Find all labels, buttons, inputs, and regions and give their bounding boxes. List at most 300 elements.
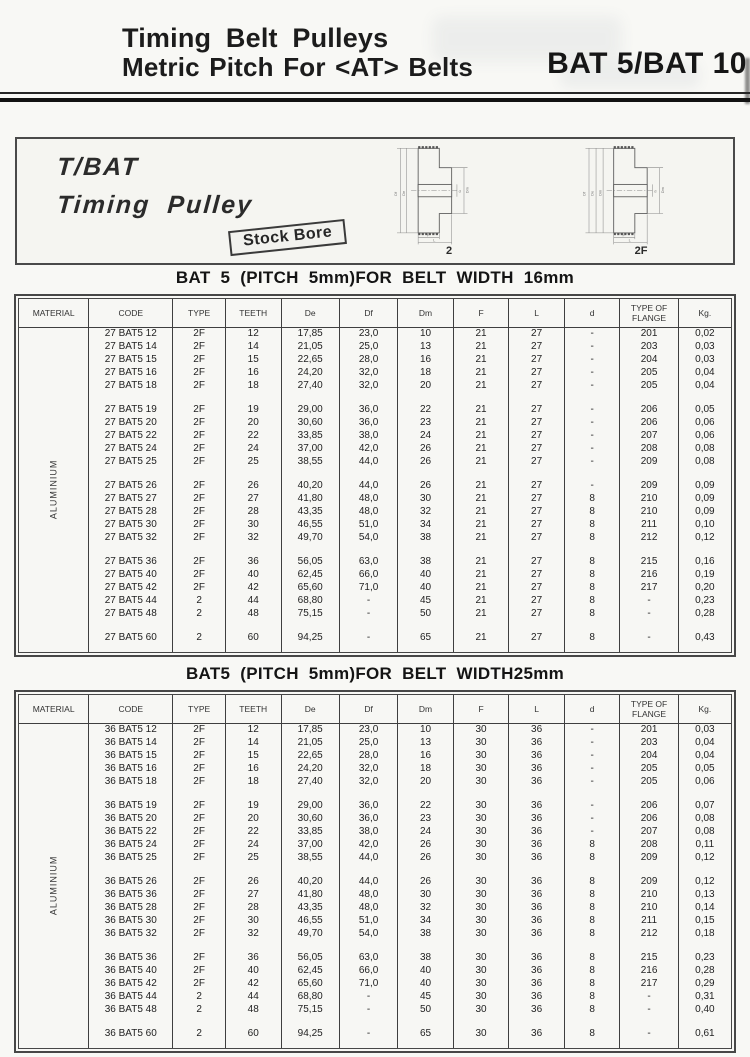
- pulley-spec-table: [19, 299, 731, 652]
- table-row: [19, 1028, 731, 1041]
- cell-type-of-flange: 215: [620, 556, 678, 569]
- cell-teeth: 40: [225, 965, 281, 978]
- cell-l: 36: [509, 724, 565, 737]
- cell-kg: 0,04: [695, 749, 715, 761]
- cell-kg: 0,06: [695, 417, 715, 429]
- cell-kg: 0,13: [695, 889, 715, 901]
- cell-type-of-flange: 209: [620, 852, 678, 865]
- cell-de: 62,45: [281, 965, 339, 978]
- cell-teeth: 12: [225, 724, 281, 737]
- cell-teeth: 25: [225, 456, 281, 469]
- cell-type-of-flange: 206: [620, 813, 678, 826]
- spacer-cell: [173, 940, 226, 952]
- cell-de: 29,00: [281, 800, 339, 813]
- cell-type-of-flange: 205: [620, 380, 678, 393]
- material-cell: [19, 724, 89, 1048]
- cell-dm: 38: [398, 532, 454, 545]
- cell-f: 21: [453, 380, 509, 393]
- spacer-cell: [453, 645, 509, 652]
- cell-d: -: [564, 813, 620, 826]
- cell-df: 48,0: [339, 889, 397, 902]
- cell-dm: 20: [398, 776, 454, 789]
- dim-label: De: [589, 190, 595, 196]
- cell-l: 36: [509, 737, 565, 750]
- cell-d: 8: [564, 1004, 620, 1017]
- cell-l: 36: [509, 826, 565, 839]
- cell-type: 2F: [173, 380, 226, 393]
- cell-de: 33,85: [281, 430, 339, 443]
- cell-type-of-flange: 209: [620, 480, 678, 493]
- cell-code: 27 BAT5 28: [89, 506, 173, 519]
- spacer-row: [19, 864, 731, 876]
- cell-de: 49,70: [281, 928, 339, 941]
- spacer-cell: [678, 468, 731, 480]
- cell-d: 8: [564, 991, 620, 1004]
- cell-d: 8: [564, 928, 620, 941]
- cell-kg: 0,12: [695, 531, 715, 543]
- cell-l: 27: [509, 556, 565, 569]
- cell-l: 36: [509, 800, 565, 813]
- table-row: [19, 991, 731, 1004]
- cell-l: 36: [509, 952, 565, 965]
- dim-label: d: [458, 188, 461, 194]
- table-row: [19, 354, 731, 367]
- cell-kg: 0,03: [695, 353, 715, 365]
- cell-type: 2F: [173, 902, 226, 915]
- pulley-cross-section-icon: [566, 143, 716, 247]
- spacer-cell: [281, 788, 339, 800]
- cell-de: 56,05: [281, 952, 339, 965]
- cell-l: 36: [509, 991, 565, 1004]
- spacer-cell: [339, 468, 397, 480]
- cell-dm: 22: [398, 800, 454, 813]
- spacer-cell: [339, 1016, 397, 1028]
- cell-kg: 0,02: [695, 328, 715, 340]
- product-name: Timing Pulley: [56, 191, 255, 219]
- cell-type-of-flange: -: [620, 608, 678, 621]
- cell-code: 36 BAT5 60: [89, 1028, 173, 1041]
- cell-df: 48,0: [339, 902, 397, 915]
- spacer-cell: [509, 864, 565, 876]
- cell-d: -: [564, 430, 620, 443]
- cell-teeth: 26: [225, 876, 281, 889]
- spacer-cell: [398, 788, 454, 800]
- cell-teeth: 22: [225, 826, 281, 839]
- cell-d: 8: [564, 582, 620, 595]
- dim-label: Dm: [597, 189, 603, 196]
- cell-d: -: [564, 417, 620, 430]
- spacer-cell: [89, 788, 173, 800]
- cell-d: 8: [564, 519, 620, 532]
- cell-de: 94,25: [281, 632, 339, 645]
- cell-dm: 45: [398, 595, 454, 608]
- cell-de: 41,80: [281, 493, 339, 506]
- cell-de: 27,40: [281, 380, 339, 393]
- cell-f: 21: [453, 480, 509, 493]
- cell-dm: 10: [398, 724, 454, 737]
- table-row: [19, 582, 731, 595]
- cell-teeth: 30: [225, 915, 281, 928]
- cell-de: 37,00: [281, 839, 339, 852]
- cell-de: 49,70: [281, 532, 339, 545]
- cell-dm: 50: [398, 608, 454, 621]
- cell-d: 8: [564, 889, 620, 902]
- material-cell: [19, 328, 89, 652]
- cell-code: 27 BAT5 44: [89, 595, 173, 608]
- cell-kg: 0,28: [695, 965, 715, 977]
- cell-dm: 13: [398, 737, 454, 750]
- cell-teeth: 20: [225, 813, 281, 826]
- spacer-cell: [225, 788, 281, 800]
- spacer-cell: [281, 864, 339, 876]
- cell-code: 36 BAT5 25: [89, 852, 173, 865]
- cell-type: 2F: [173, 354, 226, 367]
- cell-dm: 13: [398, 341, 454, 354]
- cell-teeth: 19: [225, 404, 281, 417]
- cell-kg: 0,08: [695, 825, 715, 837]
- cell-teeth: 24: [225, 443, 281, 456]
- spacer-cell: [453, 544, 509, 556]
- cell-type-of-flange: 203: [620, 341, 678, 354]
- cell-kg: 0,43: [695, 632, 715, 644]
- cell-code: 36 BAT5 44: [89, 991, 173, 1004]
- cell-d: 8: [564, 965, 620, 978]
- intro-box: [15, 137, 735, 265]
- cell-l: 36: [509, 978, 565, 991]
- cell-type: 2F: [173, 852, 226, 865]
- cell-dm: 18: [398, 367, 454, 380]
- cell-code: 27 BAT5 24: [89, 443, 173, 456]
- cell-type: 2F: [173, 367, 226, 380]
- cell-dm: 38: [398, 928, 454, 941]
- cell-l: 27: [509, 404, 565, 417]
- material-label: ALUMINIUM: [48, 855, 59, 916]
- cell-de: 24,20: [281, 763, 339, 776]
- spacer-row: [19, 620, 731, 632]
- cell-teeth: 30: [225, 519, 281, 532]
- cell-df: 44,0: [339, 852, 397, 865]
- table-row: [19, 443, 731, 456]
- spacer-cell: [173, 645, 226, 652]
- cell-kg: 0,11: [695, 838, 715, 850]
- column-header-code: CODE: [89, 695, 173, 724]
- cell-d: 8: [564, 1028, 620, 1041]
- table-row: [19, 928, 731, 941]
- table-border: [14, 690, 736, 1053]
- cell-df: -: [339, 1028, 397, 1041]
- spacer-cell: [678, 1041, 731, 1048]
- cell-d: 8: [564, 876, 620, 889]
- table-row: [19, 952, 731, 965]
- spacer-cell: [564, 1016, 620, 1028]
- cell-kg: 0,04: [695, 366, 715, 378]
- spacer-cell: [173, 468, 226, 480]
- cell-df: 32,0: [339, 367, 397, 380]
- cell-f: 21: [453, 443, 509, 456]
- cell-teeth: 14: [225, 737, 281, 750]
- cell-teeth: 24: [225, 839, 281, 852]
- cell-type-of-flange: 210: [620, 902, 678, 915]
- cell-df: 42,0: [339, 443, 397, 456]
- spacer-cell: [89, 940, 173, 952]
- cell-type: 2F: [173, 328, 226, 341]
- cell-de: 43,35: [281, 902, 339, 915]
- cell-de: 68,80: [281, 991, 339, 1004]
- spacer-cell: [398, 544, 454, 556]
- cell-code: 36 BAT5 28: [89, 902, 173, 915]
- cell-f: 30: [453, 826, 509, 839]
- cell-dm: 40: [398, 569, 454, 582]
- cell-df: 54,0: [339, 532, 397, 545]
- cell-type-of-flange: 211: [620, 519, 678, 532]
- cell-type-of-flange: 203: [620, 737, 678, 750]
- column-header-material: MATERIAL: [19, 299, 89, 328]
- cell-d: -: [564, 826, 620, 839]
- cell-type-of-flange: 201: [620, 724, 678, 737]
- cell-l: 36: [509, 928, 565, 941]
- cell-dm: 23: [398, 813, 454, 826]
- cell-teeth: 20: [225, 417, 281, 430]
- column-header-d: d: [564, 695, 620, 724]
- column-header-f: F: [453, 299, 509, 328]
- cell-type: 2F: [173, 417, 226, 430]
- cell-d: 8: [564, 608, 620, 621]
- cell-kg: 0,06: [695, 429, 715, 441]
- cell-teeth: 48: [225, 608, 281, 621]
- cell-type: 2: [173, 632, 226, 645]
- cell-l: 36: [509, 839, 565, 852]
- spacer-cell: [620, 544, 678, 556]
- spacer-cell: [281, 940, 339, 952]
- cell-code: 36 BAT5 18: [89, 776, 173, 789]
- cell-l: 27: [509, 608, 565, 621]
- page-title-line1: Timing Belt Pulleys: [122, 23, 389, 53]
- spacer-cell: [225, 940, 281, 952]
- cell-f: 21: [453, 632, 509, 645]
- cell-type-of-flange: -: [620, 1004, 678, 1017]
- cell-type-of-flange: 215: [620, 952, 678, 965]
- column-header-df: Df: [339, 299, 397, 328]
- cell-kg: 0,12: [695, 851, 715, 863]
- cell-teeth: 32: [225, 928, 281, 941]
- cell-type: 2F: [173, 876, 226, 889]
- cell-kg: 0,12: [695, 876, 715, 888]
- cell-df: 28,0: [339, 750, 397, 763]
- spacer-cell: [564, 1041, 620, 1048]
- spacer-cell: [89, 1016, 173, 1028]
- cell-dm: 40: [398, 582, 454, 595]
- cell-df: 63,0: [339, 556, 397, 569]
- cell-f: 30: [453, 1004, 509, 1017]
- cell-code: 36 BAT5 15: [89, 750, 173, 763]
- cell-df: 23,0: [339, 724, 397, 737]
- spacer-cell: [225, 645, 281, 652]
- cell-df: 36,0: [339, 404, 397, 417]
- column-header-d: d: [564, 299, 620, 328]
- cell-type-of-flange: 208: [620, 443, 678, 456]
- cell-type: 2: [173, 595, 226, 608]
- spacer-cell: [281, 645, 339, 652]
- cell-l: 36: [509, 750, 565, 763]
- cell-dm: 24: [398, 430, 454, 443]
- spacer-cell: [564, 620, 620, 632]
- cell-f: 21: [453, 404, 509, 417]
- spacer-cell: [678, 940, 731, 952]
- cell-f: 21: [453, 532, 509, 545]
- cell-d: -: [564, 367, 620, 380]
- cell-kg: 0,20: [695, 581, 715, 593]
- column-header-l: L: [509, 695, 565, 724]
- spacer-cell: [225, 392, 281, 404]
- cell-kg: 0,19: [695, 569, 715, 581]
- pulley-diagram-type2: [365, 143, 533, 257]
- cell-code: 36 BAT5 22: [89, 826, 173, 839]
- cell-type-of-flange: 210: [620, 506, 678, 519]
- spacer-cell: [509, 940, 565, 952]
- cell-df: 32,0: [339, 380, 397, 393]
- cell-l: 27: [509, 493, 565, 506]
- cell-type-of-flange: -: [620, 1028, 678, 1041]
- page-header: [122, 24, 473, 81]
- cell-teeth: 60: [225, 632, 281, 645]
- cell-code: 27 BAT5 36: [89, 556, 173, 569]
- cell-teeth: 15: [225, 354, 281, 367]
- cell-f: 30: [453, 952, 509, 965]
- spacer-cell: [173, 1041, 226, 1048]
- cell-type: 2F: [173, 839, 226, 852]
- cell-df: 42,0: [339, 839, 397, 852]
- cell-teeth: 42: [225, 978, 281, 991]
- cell-de: 29,00: [281, 404, 339, 417]
- column-header-type: TYPE: [173, 695, 226, 724]
- spacer-cell: [564, 788, 620, 800]
- cell-type-of-flange: 208: [620, 839, 678, 852]
- cell-kg: 0,10: [695, 518, 715, 530]
- cell-l: 27: [509, 532, 565, 545]
- cell-teeth: 15: [225, 750, 281, 763]
- cell-dm: 18: [398, 763, 454, 776]
- cell-f: 30: [453, 902, 509, 915]
- cell-teeth: 18: [225, 380, 281, 393]
- cell-dm: 38: [398, 556, 454, 569]
- dim-label: Dm: [464, 187, 470, 194]
- cell-code: 36 BAT5 42: [89, 978, 173, 991]
- cell-type-of-flange: -: [620, 595, 678, 608]
- column-header-code: CODE: [89, 299, 173, 328]
- cell-kg: 0,23: [695, 952, 715, 964]
- cell-teeth: 36: [225, 952, 281, 965]
- table-row: [19, 852, 731, 865]
- pulley-spec-table: [19, 695, 731, 1048]
- cell-df: 66,0: [339, 965, 397, 978]
- table-row: [19, 367, 731, 380]
- cell-de: 46,55: [281, 519, 339, 532]
- spacer-cell: [453, 468, 509, 480]
- table-border: [14, 294, 736, 657]
- cell-dm: 45: [398, 991, 454, 1004]
- cell-type-of-flange: 204: [620, 354, 678, 367]
- cell-teeth: 28: [225, 506, 281, 519]
- cell-df: 32,0: [339, 763, 397, 776]
- cell-df: -: [339, 1004, 397, 1017]
- spacer-cell: [620, 864, 678, 876]
- cell-de: 22,65: [281, 750, 339, 763]
- table-row: [19, 532, 731, 545]
- cell-code: 27 BAT5 16: [89, 367, 173, 380]
- spacer-cell: [173, 864, 226, 876]
- cell-kg: 0,15: [695, 914, 715, 926]
- cell-dm: 26: [398, 852, 454, 865]
- table-row: [19, 328, 731, 341]
- cell-type: 2F: [173, 556, 226, 569]
- cell-kg: 0,09: [695, 493, 715, 505]
- cell-d: -: [564, 480, 620, 493]
- cell-f: 30: [453, 750, 509, 763]
- cell-type: 2F: [173, 965, 226, 978]
- cell-kg: 0,31: [695, 990, 715, 1002]
- spacer-cell: [225, 1016, 281, 1028]
- cell-df: 25,0: [339, 341, 397, 354]
- cell-code: 27 BAT5 40: [89, 569, 173, 582]
- spacer-cell: [173, 544, 226, 556]
- cell-code: 36 BAT5 24: [89, 839, 173, 852]
- cell-f: 21: [453, 582, 509, 595]
- cell-type: 2F: [173, 737, 226, 750]
- table-row: [19, 876, 731, 889]
- column-header-teeth: TEETH: [225, 299, 281, 328]
- cell-d: 8: [564, 902, 620, 915]
- cell-code: 27 BAT5 15: [89, 354, 173, 367]
- cell-type-of-flange: 207: [620, 430, 678, 443]
- spacer-row: [19, 645, 731, 652]
- cell-f: 21: [453, 595, 509, 608]
- cell-type-of-flange: 201: [620, 328, 678, 341]
- spacer-cell: [398, 864, 454, 876]
- cell-type: 2F: [173, 724, 226, 737]
- cell-code: 27 BAT5 22: [89, 430, 173, 443]
- column-header-type-of-flange: TYPE OF FLANGE: [620, 299, 678, 328]
- spacer-cell: [339, 788, 397, 800]
- cell-type: 2F: [173, 776, 226, 789]
- cell-d: 8: [564, 595, 620, 608]
- cell-type: 2F: [173, 813, 226, 826]
- cell-l: 36: [509, 813, 565, 826]
- spacer-cell: [678, 620, 731, 632]
- cell-l: 36: [509, 852, 565, 865]
- cell-df: 38,0: [339, 430, 397, 443]
- spacer-cell: [281, 392, 339, 404]
- cell-d: 8: [564, 978, 620, 991]
- table-row: [19, 519, 731, 532]
- spacer-cell: [453, 620, 509, 632]
- cell-kg: 0,40: [695, 1003, 715, 1015]
- cell-teeth: 27: [225, 493, 281, 506]
- cell-f: 30: [453, 724, 509, 737]
- cell-df: 71,0: [339, 978, 397, 991]
- cell-d: -: [564, 328, 620, 341]
- cell-teeth: 19: [225, 800, 281, 813]
- table-row: [19, 556, 731, 569]
- cell-code: 36 BAT5 30: [89, 915, 173, 928]
- dim-label: Dm: [659, 187, 665, 194]
- cell-f: 21: [453, 367, 509, 380]
- table-title: BAT 5 (PITCH 5mm)FOR BELT WIDTH 16mm: [175, 268, 575, 287]
- cell-dm: 16: [398, 750, 454, 763]
- cell-type-of-flange: -: [620, 991, 678, 1004]
- cell-teeth: 26: [225, 480, 281, 493]
- cell-d: -: [564, 456, 620, 469]
- cell-kg: 0,09: [695, 505, 715, 517]
